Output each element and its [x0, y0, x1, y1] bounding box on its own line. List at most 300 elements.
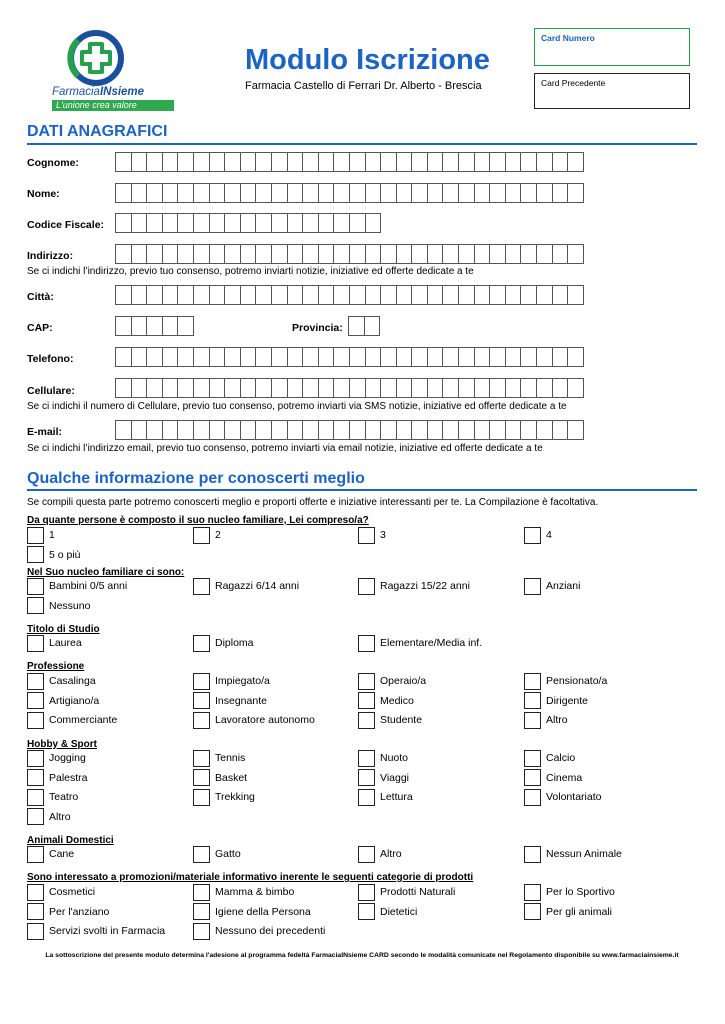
character-cell[interactable] [520, 347, 537, 367]
character-cell[interactable] [427, 347, 444, 367]
option-animali[interactable] [358, 845, 402, 863]
character-cell[interactable] [396, 285, 413, 305]
checkbox[interactable] [27, 808, 44, 825]
character-cell[interactable] [365, 285, 382, 305]
character-cell[interactable] [552, 347, 569, 367]
character-cell[interactable] [255, 183, 272, 203]
character-cell[interactable] [318, 244, 335, 264]
character-cell[interactable] [411, 152, 428, 172]
character-cell[interactable] [240, 347, 257, 367]
option-professione[interactable] [524, 672, 607, 690]
checkbox[interactable] [193, 846, 210, 863]
character-cell[interactable] [489, 378, 506, 398]
character-cell[interactable] [396, 420, 413, 440]
character-cell[interactable] [552, 378, 569, 398]
character-cell[interactable] [411, 285, 428, 305]
character-cell[interactable] [255, 285, 272, 305]
character-cell[interactable] [442, 183, 459, 203]
character-cell[interactable] [240, 152, 257, 172]
character-cell[interactable] [380, 183, 397, 203]
character-cell[interactable] [209, 420, 226, 440]
character-cell[interactable] [209, 152, 226, 172]
checkbox[interactable] [27, 846, 44, 863]
character-cell[interactable] [365, 183, 382, 203]
option-familiari[interactable] [524, 577, 580, 595]
character-cell[interactable] [115, 213, 132, 233]
option-hobby[interactable] [27, 788, 78, 806]
option-professione[interactable] [524, 711, 568, 729]
checkbox[interactable] [193, 903, 210, 920]
character-cell[interactable] [224, 347, 241, 367]
option-nucleo[interactable] [524, 526, 552, 544]
character-cell[interactable] [520, 420, 537, 440]
checkbox[interactable] [27, 673, 44, 690]
checkbox[interactable] [27, 635, 44, 652]
checkbox[interactable] [524, 903, 541, 920]
character-cell[interactable] [442, 152, 459, 172]
character-cell[interactable] [427, 152, 444, 172]
character-cell[interactable] [318, 183, 335, 203]
character-cell[interactable] [333, 285, 350, 305]
character-cell[interactable] [552, 420, 569, 440]
character-cell[interactable] [567, 285, 584, 305]
character-cell[interactable] [209, 285, 226, 305]
option-nucleo[interactable] [27, 526, 55, 544]
character-cell[interactable] [536, 183, 553, 203]
cellulare-field[interactable] [115, 378, 584, 398]
checkbox[interactable] [358, 692, 375, 709]
character-cell[interactable] [411, 183, 428, 203]
character-cell[interactable] [567, 183, 584, 203]
character-cell[interactable] [302, 183, 319, 203]
character-cell[interactable] [458, 183, 475, 203]
card-numero-field[interactable] [534, 28, 690, 66]
option-familiari[interactable] [27, 577, 127, 595]
character-cell[interactable] [396, 183, 413, 203]
character-cell[interactable] [193, 183, 210, 203]
character-cell[interactable] [489, 183, 506, 203]
character-cell[interactable] [177, 347, 194, 367]
option-hobby[interactable] [358, 788, 413, 806]
character-cell[interactable] [193, 378, 210, 398]
option-professione[interactable] [358, 711, 422, 729]
option-professione[interactable] [524, 692, 588, 710]
character-cell[interactable] [287, 152, 304, 172]
checkbox[interactable] [358, 884, 375, 901]
option-professione[interactable] [27, 711, 117, 729]
character-cell[interactable] [146, 316, 163, 336]
character-cell[interactable] [567, 378, 584, 398]
citta-field[interactable] [115, 285, 584, 305]
checkbox[interactable] [524, 527, 541, 544]
character-cell[interactable] [411, 347, 428, 367]
character-cell[interactable] [162, 183, 179, 203]
character-cell[interactable] [365, 378, 382, 398]
checkbox[interactable] [193, 750, 210, 767]
character-cell[interactable] [224, 285, 241, 305]
character-cell[interactable] [240, 213, 257, 233]
character-cell[interactable] [536, 285, 553, 305]
character-cell[interactable] [271, 420, 288, 440]
character-cell[interactable] [240, 378, 257, 398]
character-cell[interactable] [536, 378, 553, 398]
character-cell[interactable] [131, 378, 148, 398]
character-cell[interactable] [380, 152, 397, 172]
character-cell[interactable] [287, 285, 304, 305]
option-animali[interactable] [524, 845, 622, 863]
character-cell[interactable] [567, 420, 584, 440]
character-cell[interactable] [146, 285, 163, 305]
character-cell[interactable] [474, 378, 491, 398]
character-cell[interactable] [536, 244, 553, 264]
option-studio[interactable] [193, 634, 254, 652]
option-promozioni[interactable] [193, 922, 325, 940]
character-cell[interactable] [302, 244, 319, 264]
character-cell[interactable] [146, 183, 163, 203]
checkbox[interactable] [358, 578, 375, 595]
checkbox[interactable] [27, 923, 44, 940]
character-cell[interactable] [177, 378, 194, 398]
option-familiari[interactable] [358, 577, 470, 595]
character-cell[interactable] [302, 420, 319, 440]
option-professione[interactable] [193, 672, 270, 690]
character-cell[interactable] [505, 347, 522, 367]
character-cell[interactable] [224, 420, 241, 440]
character-cell[interactable] [146, 347, 163, 367]
option-hobby[interactable] [358, 769, 409, 787]
character-cell[interactable] [474, 244, 491, 264]
character-cell[interactable] [489, 285, 506, 305]
character-cell[interactable] [177, 183, 194, 203]
character-cell[interactable] [474, 420, 491, 440]
character-cell[interactable] [567, 347, 584, 367]
character-cell[interactable] [193, 285, 210, 305]
character-cell[interactable] [162, 213, 179, 233]
option-hobby[interactable] [193, 769, 247, 787]
character-cell[interactable] [349, 152, 366, 172]
character-cell[interactable] [240, 285, 257, 305]
character-cell[interactable] [505, 152, 522, 172]
character-cell[interactable] [131, 420, 148, 440]
checkbox[interactable] [358, 673, 375, 690]
character-cell[interactable] [209, 244, 226, 264]
character-cell[interactable] [333, 213, 350, 233]
character-cell[interactable] [146, 378, 163, 398]
character-cell[interactable] [193, 347, 210, 367]
cognome-field[interactable] [115, 152, 584, 172]
character-cell[interactable] [458, 378, 475, 398]
option-hobby[interactable] [27, 749, 86, 767]
character-cell[interactable] [131, 347, 148, 367]
email-field[interactable] [115, 420, 584, 440]
checkbox[interactable] [27, 597, 44, 614]
character-cell[interactable] [318, 285, 335, 305]
option-promozioni[interactable] [27, 922, 165, 940]
checkbox[interactable] [193, 673, 210, 690]
character-cell[interactable] [177, 420, 194, 440]
character-cell[interactable] [209, 378, 226, 398]
checkbox[interactable] [193, 923, 210, 940]
character-cell[interactable] [552, 244, 569, 264]
checkbox[interactable] [27, 750, 44, 767]
checkbox[interactable] [524, 692, 541, 709]
checkbox[interactable] [193, 789, 210, 806]
character-cell[interactable] [442, 285, 459, 305]
character-cell[interactable] [271, 152, 288, 172]
character-cell[interactable] [333, 420, 350, 440]
character-cell[interactable] [224, 183, 241, 203]
character-cell[interactable] [458, 285, 475, 305]
character-cell[interactable] [146, 152, 163, 172]
card-precedente-field[interactable] [534, 73, 690, 109]
checkbox[interactable] [27, 692, 44, 709]
character-cell[interactable] [255, 378, 272, 398]
checkbox[interactable] [524, 846, 541, 863]
character-cell[interactable] [364, 316, 381, 336]
character-cell[interactable] [255, 213, 272, 233]
character-cell[interactable] [536, 347, 553, 367]
character-cell[interactable] [552, 285, 569, 305]
character-cell[interactable] [442, 378, 459, 398]
option-hobby[interactable] [193, 788, 255, 806]
character-cell[interactable] [193, 152, 210, 172]
option-nucleo[interactable] [27, 546, 81, 564]
character-cell[interactable] [115, 316, 132, 336]
character-cell[interactable] [349, 378, 366, 398]
checkbox[interactable] [27, 789, 44, 806]
character-cell[interactable] [520, 378, 537, 398]
option-professione[interactable] [358, 692, 414, 710]
character-cell[interactable] [131, 213, 148, 233]
checkbox[interactable] [358, 903, 375, 920]
checkbox[interactable] [358, 750, 375, 767]
character-cell[interactable] [567, 152, 584, 172]
character-cell[interactable] [458, 420, 475, 440]
codice-fiscale-field[interactable] [115, 213, 381, 233]
option-hobby[interactable] [27, 769, 88, 787]
character-cell[interactable] [318, 378, 335, 398]
character-cell[interactable] [396, 244, 413, 264]
option-familiari[interactable] [27, 597, 90, 615]
character-cell[interactable] [177, 244, 194, 264]
character-cell[interactable] [162, 347, 179, 367]
character-cell[interactable] [348, 316, 365, 336]
checkbox[interactable] [193, 635, 210, 652]
option-studio[interactable] [27, 634, 82, 652]
character-cell[interactable] [177, 285, 194, 305]
character-cell[interactable] [474, 285, 491, 305]
checkbox[interactable] [27, 527, 44, 544]
character-cell[interactable] [489, 152, 506, 172]
character-cell[interactable] [333, 347, 350, 367]
character-cell[interactable] [442, 347, 459, 367]
character-cell[interactable] [240, 244, 257, 264]
option-professione[interactable] [193, 692, 267, 710]
character-cell[interactable] [380, 378, 397, 398]
option-studio[interactable] [358, 634, 482, 652]
character-cell[interactable] [131, 285, 148, 305]
character-cell[interactable] [380, 420, 397, 440]
character-cell[interactable] [333, 244, 350, 264]
character-cell[interactable] [365, 213, 382, 233]
option-hobby[interactable] [358, 749, 408, 767]
option-promozioni[interactable] [27, 903, 109, 921]
character-cell[interactable] [255, 244, 272, 264]
character-cell[interactable] [131, 183, 148, 203]
checkbox[interactable] [358, 527, 375, 544]
character-cell[interactable] [474, 183, 491, 203]
character-cell[interactable] [271, 183, 288, 203]
character-cell[interactable] [115, 347, 132, 367]
character-cell[interactable] [115, 378, 132, 398]
character-cell[interactable] [131, 152, 148, 172]
checkbox[interactable] [27, 712, 44, 729]
character-cell[interactable] [224, 213, 241, 233]
character-cell[interactable] [349, 244, 366, 264]
character-cell[interactable] [520, 285, 537, 305]
character-cell[interactable] [365, 152, 382, 172]
option-hobby[interactable] [524, 749, 575, 767]
checkbox[interactable] [27, 903, 44, 920]
character-cell[interactable] [427, 420, 444, 440]
character-cell[interactable] [131, 244, 148, 264]
character-cell[interactable] [240, 420, 257, 440]
character-cell[interactable] [287, 183, 304, 203]
character-cell[interactable] [162, 152, 179, 172]
character-cell[interactable] [287, 347, 304, 367]
character-cell[interactable] [255, 347, 272, 367]
character-cell[interactable] [255, 420, 272, 440]
character-cell[interactable] [240, 183, 257, 203]
option-nucleo[interactable] [358, 526, 386, 544]
character-cell[interactable] [505, 183, 522, 203]
character-cell[interactable] [193, 420, 210, 440]
character-cell[interactable] [115, 152, 132, 172]
character-cell[interactable] [474, 152, 491, 172]
character-cell[interactable] [396, 152, 413, 172]
option-professione[interactable] [27, 692, 99, 710]
option-promozioni[interactable] [358, 883, 455, 901]
checkbox[interactable] [524, 769, 541, 786]
character-cell[interactable] [380, 347, 397, 367]
character-cell[interactable] [442, 420, 459, 440]
character-cell[interactable] [271, 347, 288, 367]
character-cell[interactable] [380, 244, 397, 264]
character-cell[interactable] [255, 152, 272, 172]
character-cell[interactable] [333, 152, 350, 172]
character-cell[interactable] [146, 213, 163, 233]
character-cell[interactable] [209, 183, 226, 203]
checkbox[interactable] [358, 789, 375, 806]
option-promozioni[interactable] [193, 883, 294, 901]
character-cell[interactable] [489, 347, 506, 367]
character-cell[interactable] [458, 152, 475, 172]
character-cell[interactable] [224, 244, 241, 264]
character-cell[interactable] [458, 244, 475, 264]
checkbox[interactable] [193, 884, 210, 901]
character-cell[interactable] [115, 183, 132, 203]
character-cell[interactable] [162, 285, 179, 305]
option-promozioni[interactable] [524, 903, 612, 921]
character-cell[interactable] [162, 378, 179, 398]
checkbox[interactable] [193, 712, 210, 729]
option-nucleo[interactable] [193, 526, 221, 544]
character-cell[interactable] [302, 378, 319, 398]
checkbox[interactable] [524, 712, 541, 729]
character-cell[interactable] [520, 152, 537, 172]
option-hobby[interactable] [524, 788, 601, 806]
character-cell[interactable] [411, 244, 428, 264]
character-cell[interactable] [287, 378, 304, 398]
character-cell[interactable] [349, 285, 366, 305]
character-cell[interactable] [115, 420, 132, 440]
character-cell[interactable] [349, 347, 366, 367]
character-cell[interactable] [131, 316, 148, 336]
character-cell[interactable] [287, 244, 304, 264]
checkbox[interactable] [358, 846, 375, 863]
character-cell[interactable] [318, 420, 335, 440]
character-cell[interactable] [552, 183, 569, 203]
character-cell[interactable] [115, 244, 132, 264]
character-cell[interactable] [442, 244, 459, 264]
option-animali[interactable] [27, 845, 74, 863]
character-cell[interactable] [489, 244, 506, 264]
character-cell[interactable] [520, 244, 537, 264]
character-cell[interactable] [302, 347, 319, 367]
character-cell[interactable] [209, 347, 226, 367]
telefono-field[interactable] [115, 347, 584, 367]
character-cell[interactable] [302, 285, 319, 305]
character-cell[interactable] [271, 378, 288, 398]
character-cell[interactable] [177, 152, 194, 172]
character-cell[interactable] [474, 347, 491, 367]
character-cell[interactable] [427, 183, 444, 203]
checkbox[interactable] [193, 527, 210, 544]
character-cell[interactable] [520, 183, 537, 203]
character-cell[interactable] [162, 420, 179, 440]
character-cell[interactable] [505, 420, 522, 440]
nome-field[interactable] [115, 183, 584, 203]
option-promozioni[interactable] [524, 883, 615, 901]
character-cell[interactable] [567, 244, 584, 264]
character-cell[interactable] [536, 152, 553, 172]
character-cell[interactable] [333, 378, 350, 398]
character-cell[interactable] [411, 378, 428, 398]
character-cell[interactable] [302, 152, 319, 172]
option-promozioni[interactable] [193, 903, 311, 921]
character-cell[interactable] [349, 420, 366, 440]
checkbox[interactable] [524, 884, 541, 901]
checkbox[interactable] [193, 578, 210, 595]
character-cell[interactable] [427, 285, 444, 305]
character-cell[interactable] [396, 347, 413, 367]
checkbox[interactable] [524, 578, 541, 595]
provincia-field[interactable] [348, 316, 380, 336]
character-cell[interactable] [318, 213, 335, 233]
option-professione[interactable] [193, 711, 315, 729]
option-familiari[interactable] [193, 577, 299, 595]
character-cell[interactable] [146, 244, 163, 264]
checkbox[interactable] [358, 769, 375, 786]
character-cell[interactable] [209, 213, 226, 233]
option-promozioni[interactable] [27, 883, 95, 901]
character-cell[interactable] [365, 420, 382, 440]
option-professione[interactable] [27, 672, 96, 690]
indirizzo-field[interactable] [115, 244, 584, 264]
character-cell[interactable] [536, 420, 553, 440]
character-cell[interactable] [318, 152, 335, 172]
character-cell[interactable] [271, 244, 288, 264]
